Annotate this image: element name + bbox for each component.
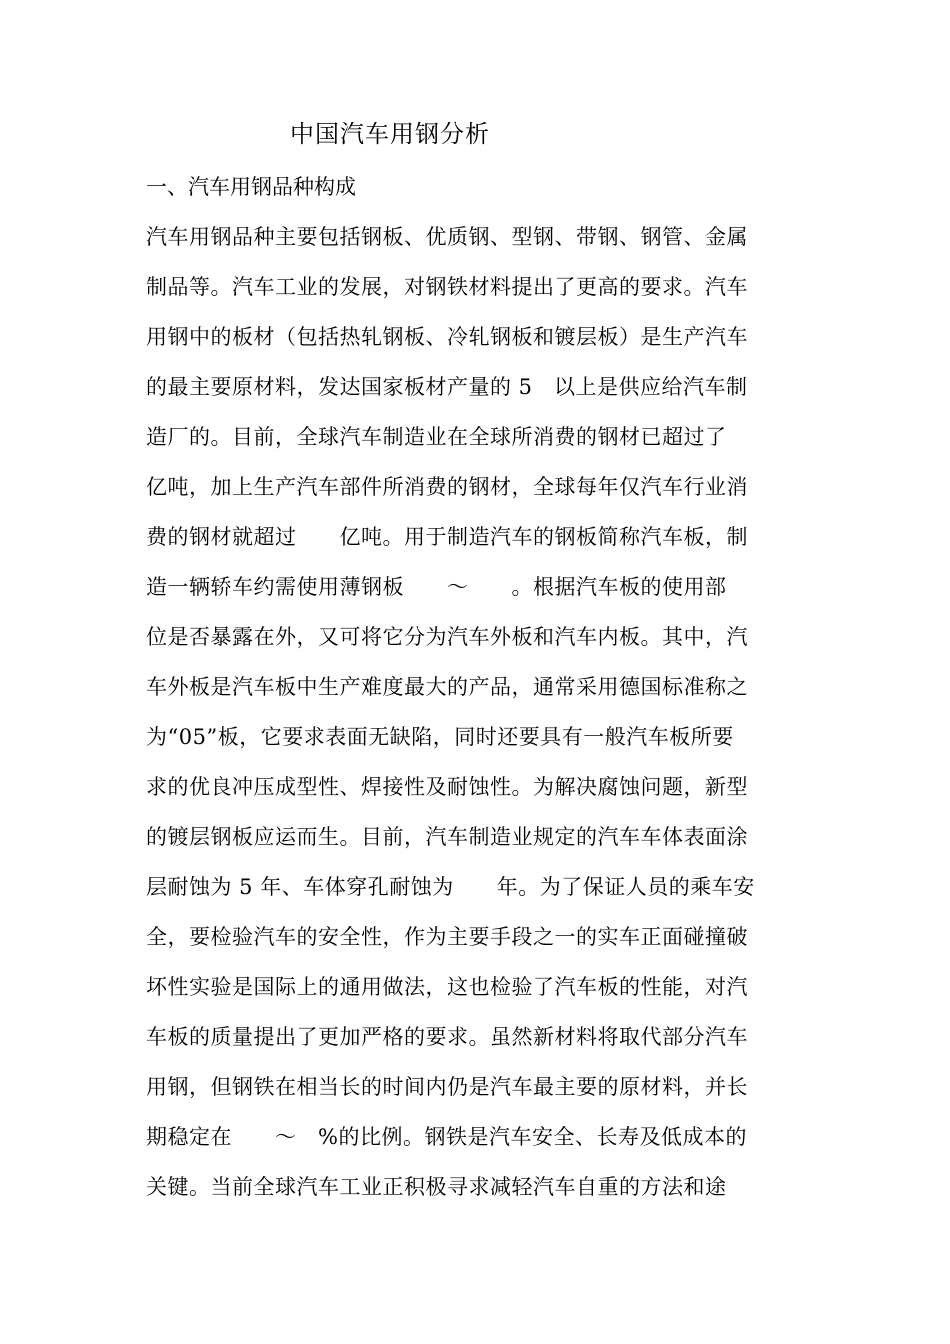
paragraph-line: 车板的质量提出了更加严格的要求。虽然新材料将取代部分汽车 — [146, 1025, 748, 1049]
document-title: 中国汽车用钢分析 — [290, 120, 490, 148]
paragraph-line: 制品等。汽车工业的发展，对钢铁材料提出了更高的要求。汽车 — [146, 275, 748, 299]
paragraph-line: 用钢，但钢铁在相当长的时间内仍是汽车最主要的原材料，并长 — [146, 1075, 748, 1099]
paragraph-line: 关键。当前全球汽车工业正积极寻求减轻汽车自重的方法和途 — [146, 1175, 727, 1199]
paragraph-line: 求的优良冲压成型性、焊接性及耐蚀性。为解决腐蚀问题，新型 — [146, 775, 748, 799]
paragraph-line: 费的钢材就超过 亿吨。用于制造汽车的钢板简称汽车板，制 — [146, 525, 748, 549]
paragraph-line: 车外板是汽车板中生产难度最大的产品，通常采用德国标准称之 — [146, 675, 748, 699]
section-heading: 一、汽车用钢品种构成 — [146, 175, 356, 199]
paragraph-line: 的最主要原材料，发达国家板材产量的 5 以上是供应给汽车制 — [146, 375, 748, 399]
paragraph-line: 亿吨，加上生产汽车部件所消费的钢材，全球每年仅汽车行业消 — [146, 475, 748, 499]
paragraph-line: 的镀层钢板应运而生。目前，汽车制造业规定的汽车车体表面涂 — [146, 825, 748, 849]
paragraph-line: 造厂的。目前，全球汽车制造业在全球所消费的钢材已超过了 — [146, 425, 727, 449]
paragraph-line: 坏性实验是国际上的通用做法，这也检验了汽车板的性能，对汽 — [146, 975, 748, 999]
paragraph-line: 汽车用钢品种主要包括钢板、优质钢、型钢、带钢、钢管、金属 — [146, 225, 748, 249]
paragraph-line: 用钢中的板材（包括热轧钢板、冷轧钢板和镀层板）是生产汽车 — [146, 325, 748, 349]
paragraph-line: 造一辆轿车约需使用薄钢板 ～ 。根据汽车板的使用部 — [146, 575, 727, 599]
paragraph-line: 层耐蚀为 5 年、车体穿孔耐蚀为 年。为了保证人员的乘车安 — [146, 875, 755, 899]
paragraph-line: 位是否暴露在外，又可将它分为汽车外板和汽车内板。其中，汽 — [146, 625, 748, 649]
paragraph-line: 为“05”板，它要求表面无缺陷，同时还要具有一般汽车板所要 — [146, 725, 734, 749]
paragraph-line: 期稳定在 ～ %的比例。钢铁是汽车安全、长寿及低成本的 — [146, 1125, 747, 1149]
paragraph-line: 全，要检验汽车的安全性，作为主要手段之一的实车正面碰撞破 — [146, 925, 748, 949]
